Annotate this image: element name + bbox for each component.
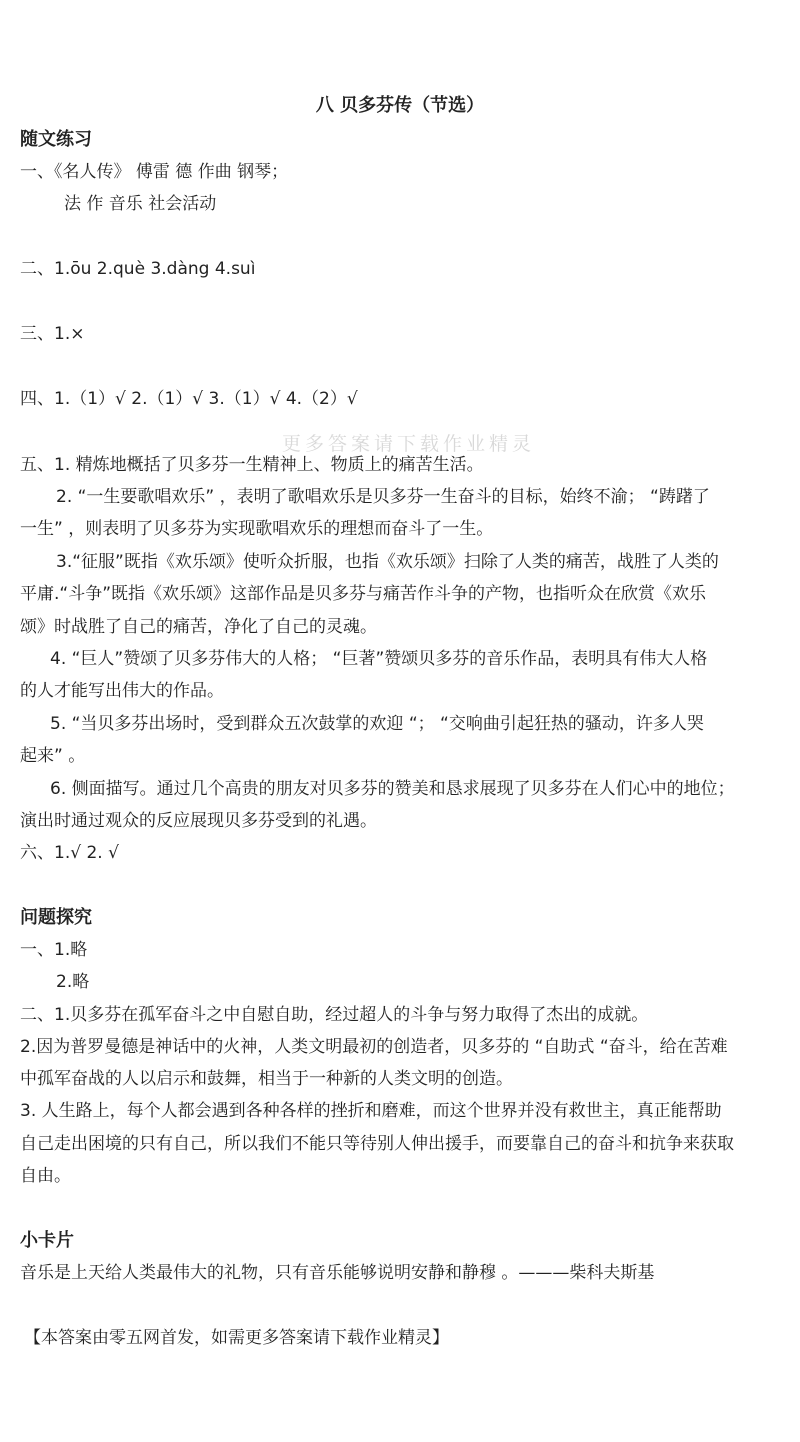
- watermark-text: 更多答案请下载作业精灵: [282, 433, 536, 455]
- answer-5-line: 演出时通过观众的反应展现贝多芬受到的礼遇。: [20, 811, 377, 831]
- inquiry-2-line: 2.因为普罗曼德是神话中的火神，人类文明最初的创造者，贝多芬的 “自助式 “奋斗，给在苦难: [20, 1037, 728, 1057]
- answer-1-line-2: 法 作 音乐 社会活动: [64, 194, 217, 214]
- footer-note: 【本答案由零五网首发，如需更多答案请下载作业精灵】: [24, 1328, 449, 1348]
- inquiry-2-line: 中孤军奋战的人以启示和鼓舞，相当于一种新的人类文明的创造。: [20, 1069, 513, 1089]
- card-quote: 音乐是上天给人类最伟大的礼物，只有音乐能够说明安静和静穆 。———柴科夫斯基: [20, 1263, 655, 1283]
- answer-2: 二、1.ōu 2.què 3.dàng 4.suì: [20, 259, 256, 279]
- answer-5-line: 5. “当贝多芬出场时，受到群众五次鼓掌的欢迎 “； “交响曲引起狂热的骚动，许多人哭: [50, 714, 704, 734]
- answer-6: 六、1.√ 2. √: [20, 843, 119, 863]
- answer-5-line: 平庸.“斗争”既指《欢乐颂》这部作品是贝多芬与痛苦作斗争的产物，也指听众在欣赏《欢乐: [20, 584, 707, 604]
- answer-4: 四、1.（1）√ 2.（1）√ 3.（1）√ 4.（2）√: [20, 389, 358, 409]
- answer-5-line: 3.“征服”既指《欢乐颂》使听众折服，也指《欢乐颂》扫除了人类的痛苦，战胜了人类的: [56, 552, 719, 572]
- page-title: 八 贝多芬传（节选）: [315, 95, 485, 116]
- inquiry-2-line: 自由。: [20, 1166, 71, 1186]
- answer-3: 三、1.×: [20, 324, 85, 344]
- inquiry-1-line-2: 2.略: [56, 972, 90, 992]
- answer-5-line: 起来” 。: [20, 746, 86, 766]
- inquiry-1-line-1: 一、1.略: [20, 940, 88, 960]
- inquiry-2-line: 二、1.贝多芬在孤军奋斗之中自慰自助，经过超人的斗争与努力取得了杰出的成就。: [20, 1005, 649, 1025]
- inquiry-2-line: 自己走出困境的只有自己，所以我们不能只等待别人伸出援手，而要靠自己的奋斗和抗争来获取: [20, 1134, 734, 1154]
- answer-5-line: 五、1. 精炼地概括了贝多芬一生精神上、物质上的痛苦生活。: [20, 455, 484, 475]
- answer-5-line: 一生” ，则表明了贝多芬为实现歌唱欢乐的理想而奋斗了一生。: [20, 519, 494, 539]
- section-heading-card: 小卡片: [20, 1230, 74, 1251]
- answer-5-line: 的人才能写出伟大的作品。: [20, 681, 224, 701]
- answer-1-line-1: 一、《名人传》 傅雷 德 作曲 钢琴；: [20, 162, 289, 182]
- section-heading-inquiry: 问题探究: [20, 907, 92, 928]
- answer-5-line: 6. 侧面描写。通过几个高贵的朋友对贝多芬的赞美和恳求展现了贝多芬在人们心中的地位；: [50, 779, 735, 799]
- answer-5-line: 4. “巨人”赞颂了贝多芬伟大的人格； “巨著”赞颂贝多芬的音乐作品，表明具有伟大人格: [50, 649, 708, 669]
- section-heading-exercises: 随文练习: [20, 129, 92, 150]
- inquiry-2-line: 3. 人生路上，每个人都会遇到各种各样的挫折和磨难，而这个世界并没有救世主，真正能帮助: [20, 1101, 722, 1121]
- answer-5-line: 2. “一生要歌唱欢乐” ，表明了歌唱欢乐是贝多芬一生奋斗的目标，始终不渝； “踌躇了: [56, 487, 710, 507]
- answer-5-line: 颂》时战胜了自己的痛苦，净化了自己的灵魂。: [20, 617, 377, 637]
